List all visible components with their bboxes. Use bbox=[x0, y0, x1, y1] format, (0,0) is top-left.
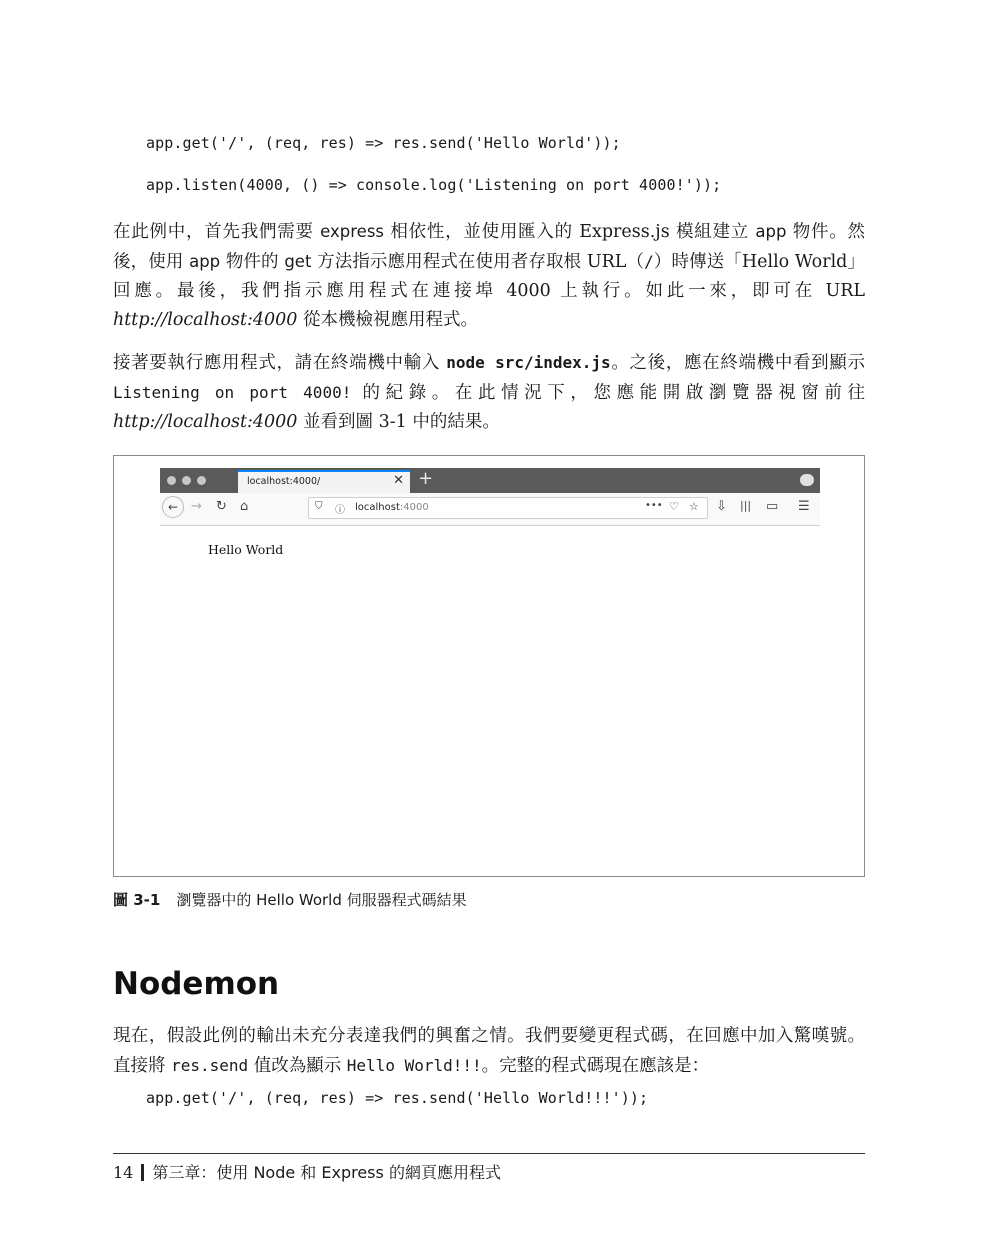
downloads-icon[interactable]: ⇩ bbox=[716, 499, 727, 514]
paragraph-run-app: 接著要執行應用程式，請在終端機中輸入 node src/index.js。之後，應在終端機中看到顯示 Listening on port 4000! 的紀錄。在此情況下，您應能開啟瀏覽器視窗前往 http://localhost:4000 並看到圖 3-1 中的結果。 bbox=[113, 353, 866, 432]
browser-window bbox=[160, 468, 820, 557]
menu-icon[interactable]: ☰ bbox=[798, 499, 810, 514]
library-icon[interactable]: ||| bbox=[740, 499, 752, 512]
figure-caption bbox=[113, 889, 467, 910]
figure-caption-text: 瀏覽器中的 Hello World 伺服器程式碼結果 bbox=[176, 891, 467, 909]
url-bar[interactable] bbox=[308, 497, 708, 519]
shield-icon: ⛉ bbox=[315, 501, 323, 512]
home-icon[interactable]: ⌂ bbox=[240, 499, 249, 514]
section-heading: Nodemon bbox=[113, 966, 280, 1002]
window-minimize-dot[interactable] bbox=[182, 476, 191, 485]
footer-divider bbox=[113, 1153, 865, 1154]
footer-separator bbox=[141, 1164, 144, 1181]
code-line-get-updated: app.get('/', (req, res) => res.send('Hello World!!!')); bbox=[146, 1089, 649, 1107]
browser-tab[interactable] bbox=[238, 470, 410, 493]
back-arrow-icon[interactable]: ← bbox=[162, 496, 184, 518]
url-text: localhost:4000 bbox=[355, 502, 429, 513]
new-tab-icon[interactable]: + bbox=[418, 468, 434, 489]
browser-nav-bar bbox=[160, 493, 820, 526]
code-line-listen: app.listen(4000, () => console.log('Listening on port 4000!')); bbox=[146, 176, 722, 194]
window-close-dot[interactable] bbox=[167, 476, 176, 485]
url-link: http://localhost:4000 bbox=[113, 310, 298, 330]
sidebar-icon[interactable]: ▭ bbox=[766, 499, 779, 514]
more-actions-icon[interactable]: ••• bbox=[645, 500, 663, 511]
reload-icon[interactable]: ↻ bbox=[216, 499, 227, 514]
window-maximize-dot[interactable] bbox=[197, 476, 206, 485]
private-mask-icon bbox=[800, 474, 814, 486]
forward-arrow-icon[interactable]: → bbox=[191, 499, 202, 514]
chapter-title: 第三章：使用 Node 和 Express 的網頁應用程式 bbox=[152, 1163, 501, 1182]
bookmark-star-icon[interactable]: ☆ bbox=[689, 500, 699, 513]
paragraph-express-explanation: 在此例中，首先我們需要 express 相依性，並使用匯入的 Express.js 模組建立 app 物件。然後，使用 app 物件的 get 方法指示應用程式在使用者存取根 URL（/）時傳送「Hello World」回應。最後，我們指示應用程式在連接埠 4000 上執行。如此一來，即可在 URL http://localhost:4000 從本機檢視應用程式。 bbox=[113, 222, 866, 330]
pocket-icon[interactable]: ♡ bbox=[669, 500, 679, 513]
info-icon: ⓘ bbox=[335, 505, 345, 516]
paragraph-nodemon-intro: 現在，假設此例的輸出未充分表達我們的興奮之情。我們要變更程式碼，在回應中加入驚嘆號。直接將 res.send 值改為顯示 Hello World!!!。完整的程式碼現在應該是： bbox=[113, 1026, 865, 1076]
figure-number: 圖 3-1 bbox=[113, 891, 161, 909]
page-footer bbox=[113, 1160, 501, 1183]
code-line-get: app.get('/', (req, res) => res.send('Hello World')); bbox=[146, 134, 621, 152]
page-number: 14 bbox=[113, 1163, 134, 1182]
close-icon[interactable]: ✕ bbox=[393, 473, 404, 488]
browser-tab-bar bbox=[160, 468, 820, 493]
tab-title: localhost:4000/ bbox=[247, 476, 321, 487]
url-link: http://localhost:4000 bbox=[113, 412, 298, 432]
figure-3-1 bbox=[113, 455, 865, 877]
browser-page-content: Hello World bbox=[208, 542, 284, 557]
